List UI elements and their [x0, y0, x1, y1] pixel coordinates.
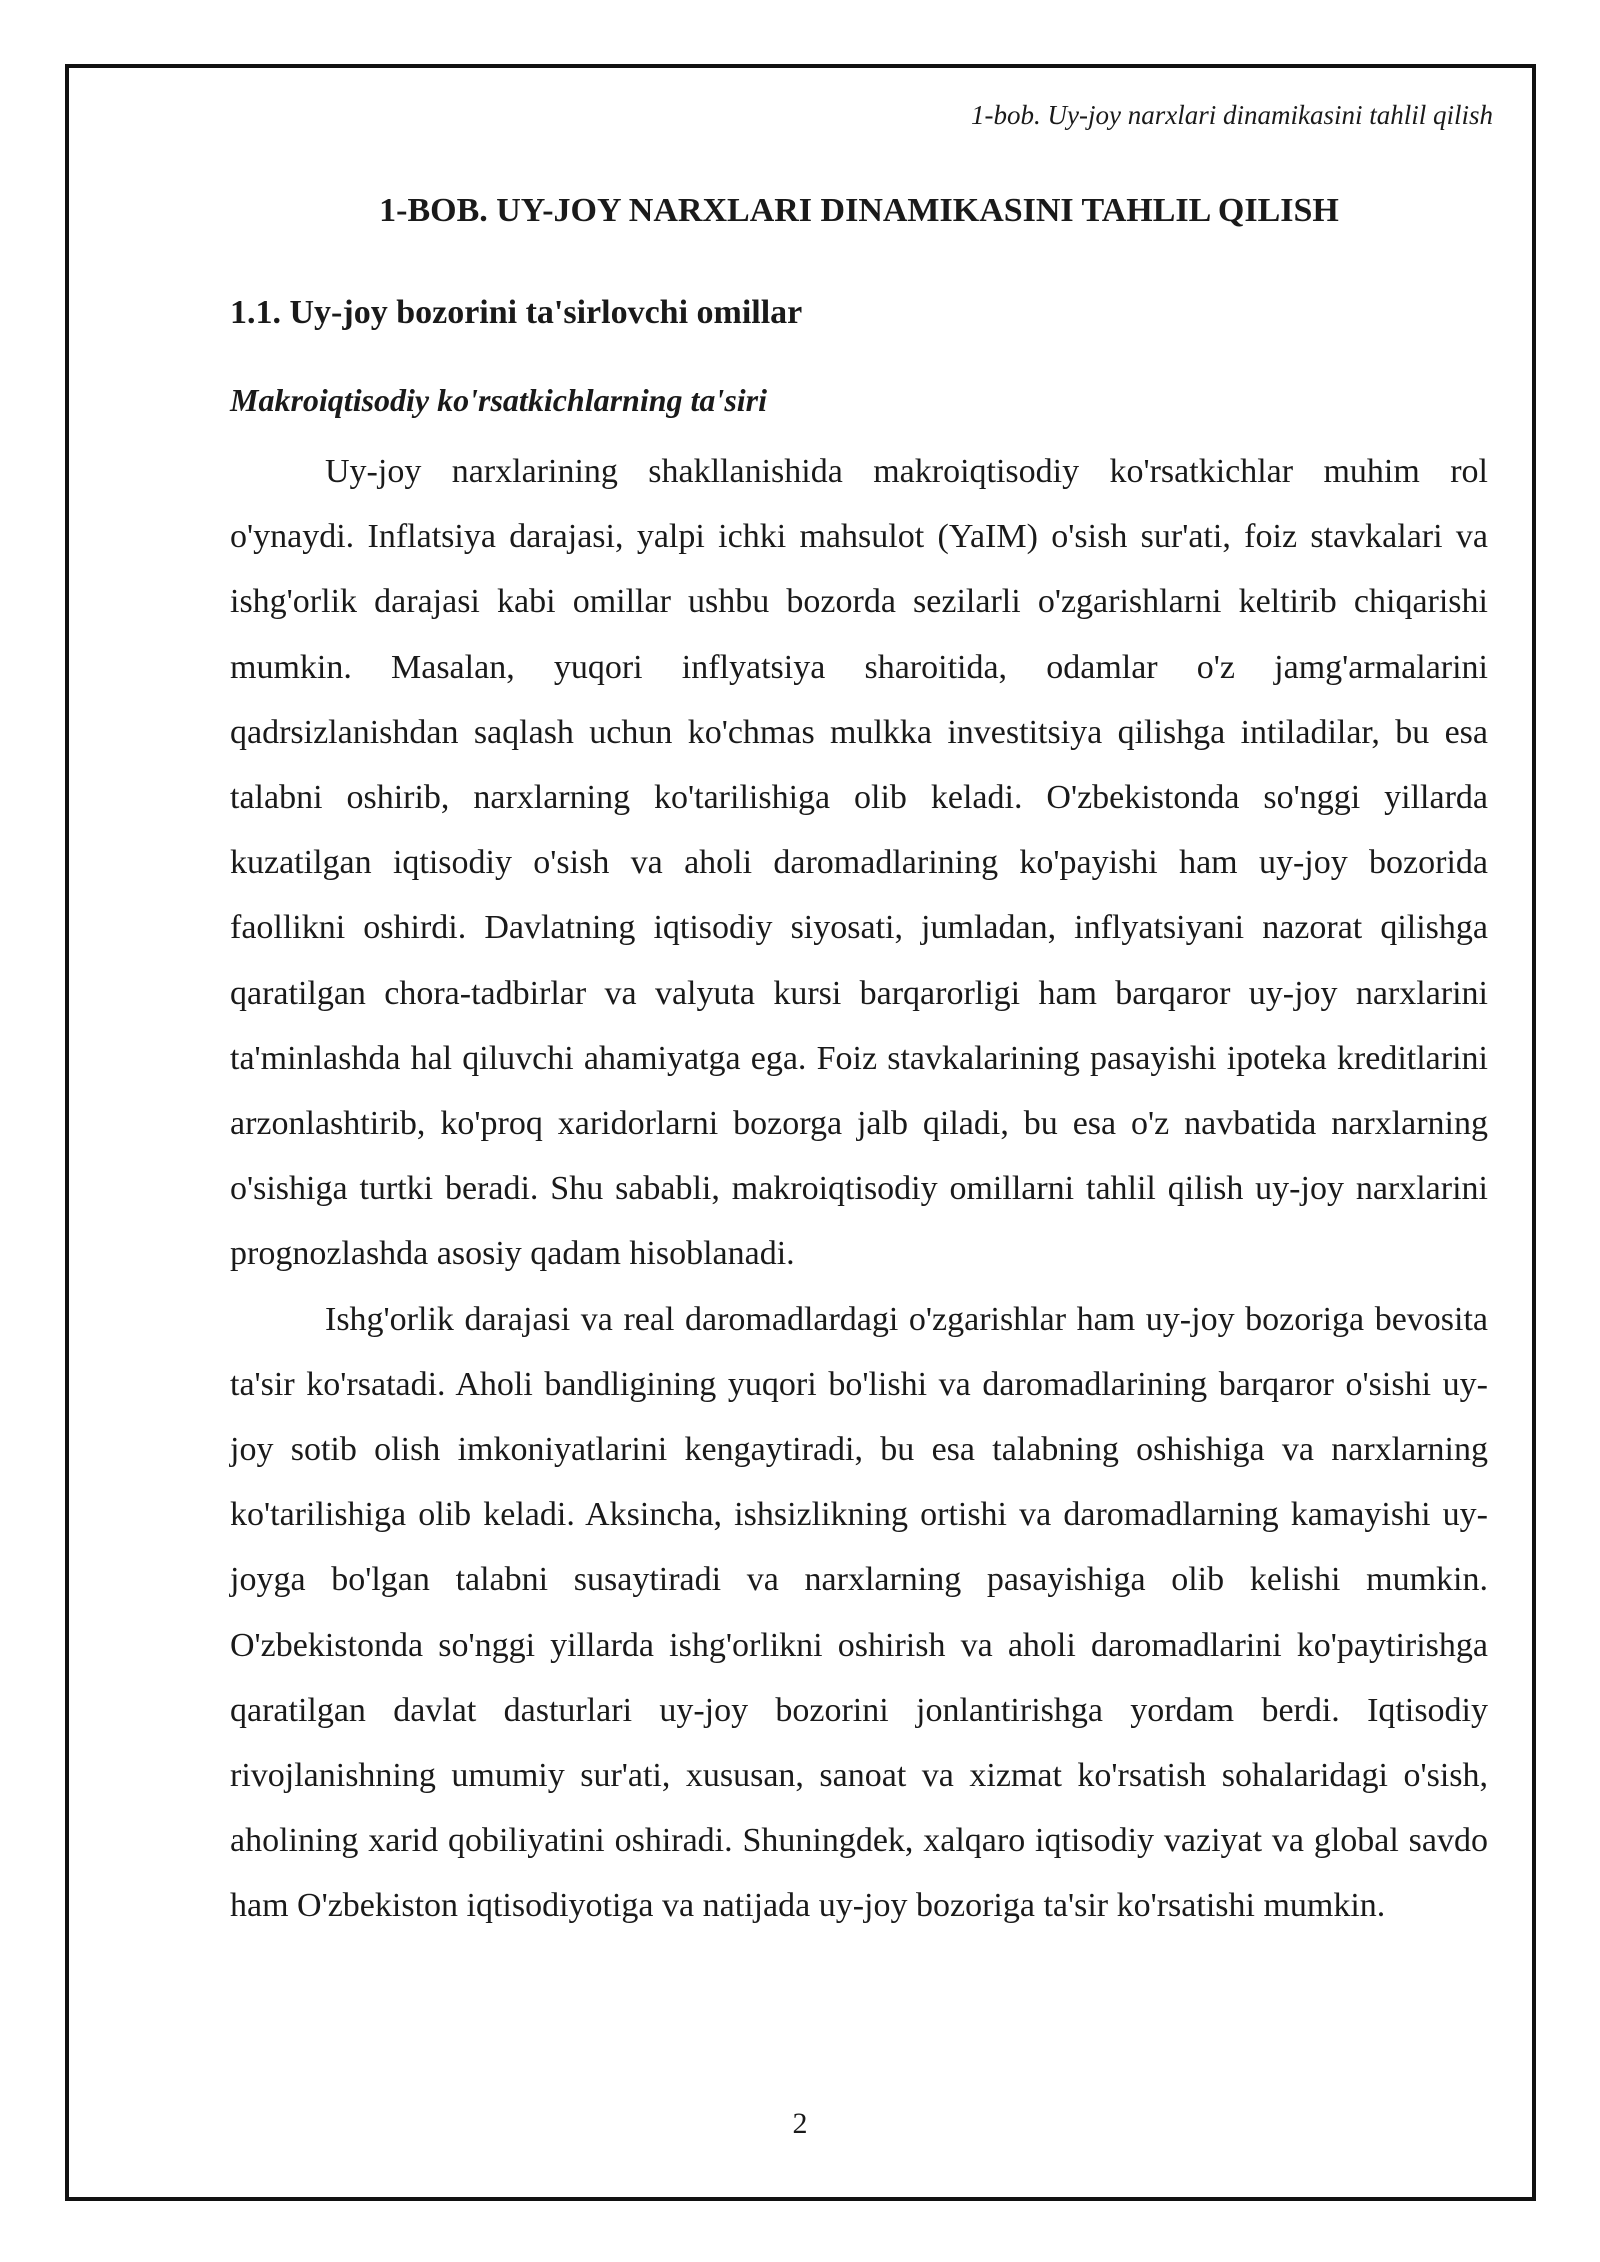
running-header: 1-bob. Uy-joy narxlari dinamikasini tahlil qilish: [971, 100, 1493, 130]
page-content: [230, 186, 1488, 1939]
subsection-title: Makroiqtisodiy ko'rsatkichlarning ta'siri: [230, 382, 767, 418]
body-paragraph: Uy-joy narxlarining shakllanishida makroiqtisodiy ko'rsatkichlar muhim rol o'ynaydi. Inflatsiya darajasi, yalpi ichki mahsulot (YaIM) o'sish sur'ati, foiz stavkalari va ishg'orlik darajasi kabi omillar ushbu bozorda sezilarli o'zgarishlarni keltirib chiqarishi mumkin. Masalan, yuqori inflyatsiya sharoitida, odamlar o'z jamg'armalarini qadrsizlanishdan saqlash uchun ko'chmas mulkka investitsiya qilishga intiladilar, bu esa talabni oshirib, narxlarning ko'tarilishiga olib keladi. O'zbekistonda so'nggi yillarda kuzatilgan iqtisodiy o'sish va aholi daromadlarining ko'payishi ham uy-joy bozorida faollikni oshirdi. Davlatning iqtisodiy siyosati, jumladan, inflyatsiyani nazorat qilishga qaratilgan chora-tadbirlar va valyuta kursi barqarorligi ham barqaror uy-joy narxlarini ta'minlashda hal qiluvchi ahamiyatga ega. Foiz stavkalarining pasayishi ipoteka kreditlarini arzonlashtirib, ko'proq xaridorlarni bozorga jalb qiladi, bu esa o'z navbatida narxlarning o'sishiga turtki beradi. Shu sababli, makroiqtisodiy omillarni tahlil qilish uy-joy narxlarini prognozlashda asosiy qadam hisoblanadi.: [230, 453, 1488, 1273]
chapter-title: 1-BOB. UY-JOY NARXLARI DINAMIKASINI TAHLIL QILISH: [379, 192, 1339, 229]
page-number: 2: [792, 2107, 808, 2140]
body-paragraph: Ishg'orlik darajasi va real daromadlardagi o'zgarishlar ham uy-joy bozoriga bevosita ta'sir ko'rsatadi. Aholi bandligining yuqori bo'lishi va daromadlarining barqaror o'sishi uy-joy sotib olish imkoniyatlarini kengaytiradi, bu esa talabning oshishiga va narxlarning ko'tarilishiga olib keladi. Aksincha, ishsizlikning ortishi va daromadlarning kamayishi uy-joyga bo'lgan talabni susaytiradi va narxlarning pasayishiga olib kelishi mumkin. O'zbekistonda so'nggi yillarda ishg'orlikni oshirish va aholi daromadlarini ko'paytirishga qaratilgan davlat dasturlari uy-joy bozorini jonlantirishga yordam berdi. Iqtisodiy rivojlanishning umumiy sur'ati, xususan, sanoat va xizmat ko'rsatish sohalaridagi o'sish, aholining xarid qobiliyatini oshiradi. Shuningdek, xalqaro iqtisodiy vaziyat va global savdo ham O'zbekiston iqtisodiyotiga va natijada uy-joy bozoriga ta'sir ko'rsatishi mumkin.: [230, 1300, 1488, 1925]
section-title: 1.1. Uy-joy bozorini ta'sirlovchi omillar: [230, 294, 803, 331]
